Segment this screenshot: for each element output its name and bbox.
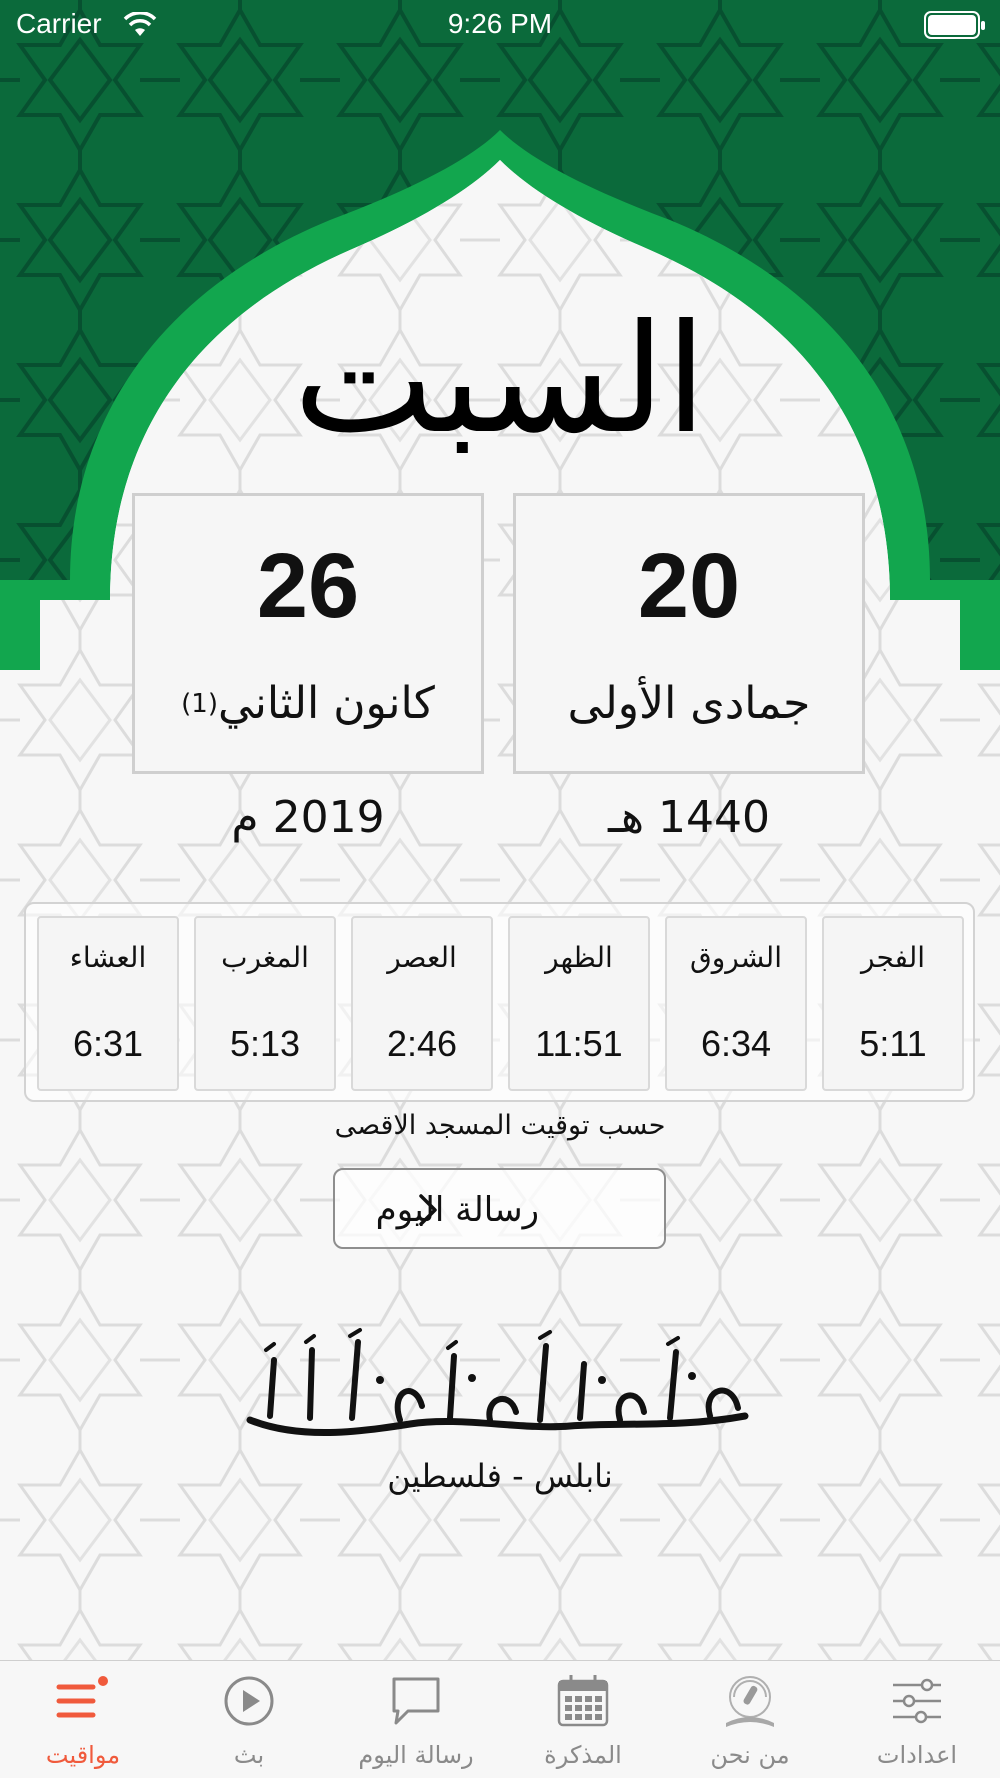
logo-text: تقويم إذاعة القرآن الكريم bbox=[240, 1320, 251, 1321]
prayer-cell-dhuhr bbox=[508, 916, 650, 1091]
prayer-times-panel bbox=[24, 902, 975, 1102]
prayer-cell-fajr bbox=[822, 916, 964, 1091]
calligraphy-logo-art bbox=[240, 1320, 760, 1450]
prayer-cell-maghrib bbox=[194, 916, 336, 1091]
prayer-time: 6:34 bbox=[700, 1023, 772, 1064]
tab-daily-message[interactable] bbox=[333, 1661, 499, 1778]
prayer-cell-asr bbox=[351, 916, 493, 1091]
calligraphy-logo bbox=[240, 1320, 760, 1450]
gregorian-month-name: كانون الثاني bbox=[217, 678, 435, 729]
gregorian-day: 26 bbox=[256, 535, 360, 637]
prayer-name: الفجر bbox=[861, 941, 925, 974]
tab-label: رسالة اليوم bbox=[358, 1741, 474, 1769]
prayer-time: 6:31 bbox=[72, 1023, 144, 1064]
tab-label: اعدادات bbox=[876, 1741, 958, 1769]
tab-broadcast[interactable] bbox=[166, 1661, 332, 1778]
tab-label: مواقيت bbox=[45, 1741, 121, 1769]
chat-bubble-icon bbox=[386, 1671, 446, 1731]
prayer-cell-sunrise bbox=[665, 916, 807, 1091]
daily-message-label: رسالة اليوم bbox=[375, 1190, 539, 1230]
tab-label: المذكرة bbox=[544, 1741, 622, 1769]
tab-settings[interactable] bbox=[834, 1661, 1000, 1778]
status-bar bbox=[0, 0, 1000, 50]
prayer-name: الشروق bbox=[690, 941, 782, 974]
battery-icon bbox=[924, 10, 986, 40]
prayer-name: العشاء bbox=[69, 941, 147, 974]
list-menu-icon bbox=[53, 1671, 113, 1731]
sliders-icon bbox=[887, 1671, 947, 1731]
prayer-time: 11:51 bbox=[535, 1023, 623, 1064]
prayer-name: المغرب bbox=[221, 941, 309, 974]
gregorian-month-index: (1) bbox=[181, 689, 218, 719]
play-circle-icon bbox=[219, 1671, 279, 1731]
tab-prayer-times[interactable] bbox=[0, 1661, 166, 1778]
hijri-day: 20 bbox=[637, 535, 741, 637]
chevron-right-icon bbox=[410, 1192, 446, 1228]
daily-message-button[interactable] bbox=[333, 1168, 666, 1249]
day-name: السبت bbox=[293, 293, 707, 467]
prayer-time: 5:11 bbox=[859, 1023, 927, 1064]
calendar-icon bbox=[553, 1671, 613, 1731]
prayer-time: 5:13 bbox=[229, 1023, 301, 1064]
prayer-time: 2:46 bbox=[386, 1023, 458, 1064]
radio-logo-icon bbox=[720, 1671, 780, 1731]
tab-about[interactable] bbox=[667, 1661, 833, 1778]
gregorian-year: 2019 م bbox=[231, 792, 385, 843]
tab-notebook[interactable] bbox=[500, 1661, 666, 1778]
tab-label: بث bbox=[233, 1741, 265, 1769]
tab-bar bbox=[0, 1660, 1000, 1778]
carrier-label: Carrier bbox=[16, 8, 102, 39]
gregorian-month bbox=[135, 676, 481, 732]
hijri-month: جمادى الأولى bbox=[567, 678, 811, 729]
hijri-date-box bbox=[513, 493, 865, 774]
gregorian-date-box bbox=[132, 493, 484, 774]
prayer-name: الظهر bbox=[545, 941, 613, 974]
clock-time: 9:26 PM bbox=[447, 8, 553, 39]
tab-label: من نحن bbox=[710, 1741, 790, 1769]
prayer-cell-isha bbox=[37, 916, 179, 1091]
location-label: نابلس - فلسطين bbox=[387, 1457, 613, 1495]
hijri-year: 1440 هـ bbox=[607, 792, 771, 843]
prayer-name: العصر bbox=[387, 941, 457, 974]
timing-note: حسب توقيت المسجد الاقصى bbox=[334, 1110, 666, 1141]
